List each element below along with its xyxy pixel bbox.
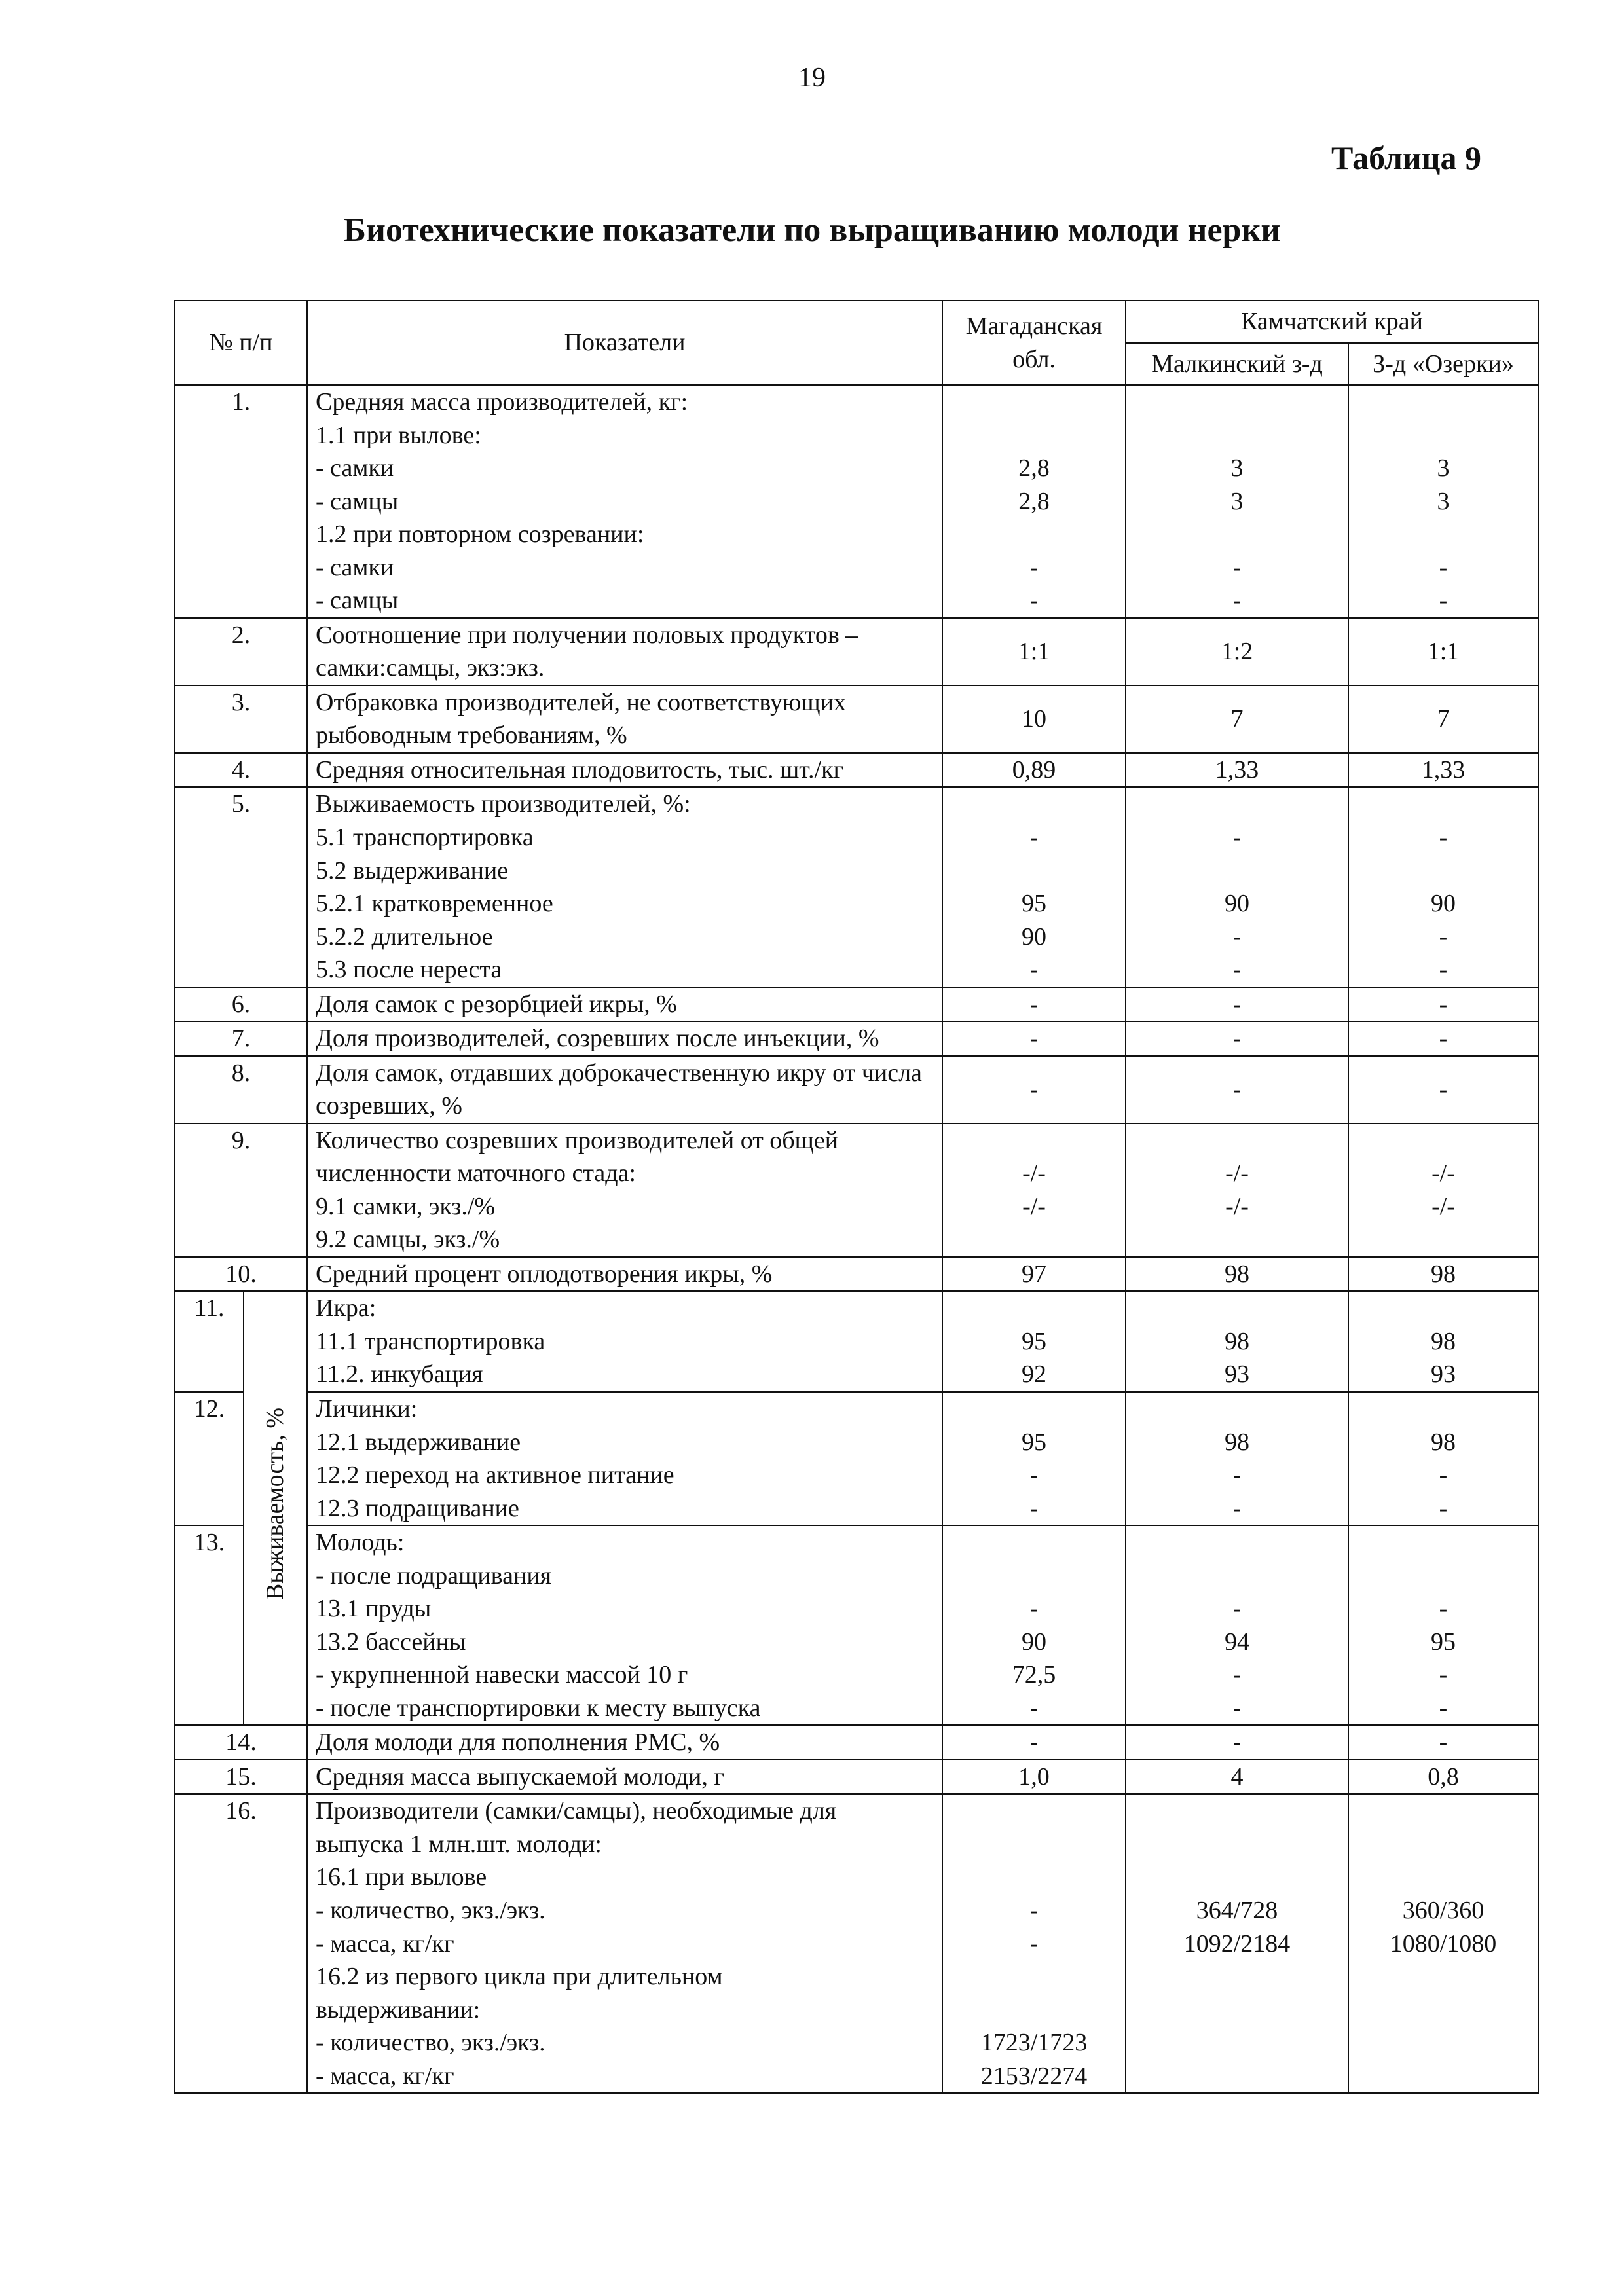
table-row: [175, 1291, 1538, 1392]
magadan-value-line: 72,5: [1012, 1661, 1056, 1689]
magadan-value-line: -: [1029, 1896, 1039, 1924]
ozerki-value-line: [1357, 1795, 1530, 1828]
malkinsky-value-line: 98: [1225, 1428, 1249, 1456]
magadan-value-line: 1723/1723: [980, 2029, 1088, 2057]
magadan-value-line: -: [1029, 1461, 1039, 1489]
malkinsky-value: [1126, 1392, 1348, 1525]
malkinsky-value-line: [1134, 1292, 1340, 1325]
malkinsky-value-line: [1134, 1960, 1340, 1994]
magadan-value: [942, 787, 1126, 987]
row-number: 2.: [175, 618, 307, 685]
ozerki-value: -: [1348, 1056, 1538, 1123]
magadan-value: [942, 385, 1126, 618]
ozerki-value-line: [1357, 518, 1530, 551]
malkinsky-value-line: -/-: [1225, 1159, 1249, 1188]
malkinsky-value: -: [1126, 987, 1348, 1022]
row-number: 8.: [175, 1056, 307, 1123]
magadan-value: -: [942, 1725, 1126, 1760]
indicator-cell-line: Выживаемость производителей, %:: [316, 790, 691, 818]
row-number: 14.: [175, 1725, 307, 1760]
indicator-cell-line: - масса, кг/кг: [316, 1929, 454, 1958]
row-number: 7.: [175, 1021, 307, 1056]
ozerki-value-line: [1357, 386, 1530, 419]
row-number: 9.: [175, 1123, 307, 1257]
malkinsky-value-line: [1134, 1828, 1340, 1861]
page-number: 19: [798, 63, 826, 93]
indicator-cell-line: 1.1 при вылове:: [316, 421, 481, 449]
malkinsky-value-line: 1092/2184: [1183, 1929, 1291, 1958]
indicator-cell: Доля самок, отдавших доброкачественную икру от числа созревших, %: [307, 1056, 942, 1123]
ozerki-value-line: 360/360: [1402, 1896, 1485, 1924]
ozerki-value: 1,33: [1348, 753, 1538, 788]
row-number: 12.: [175, 1392, 244, 1525]
indicator-cell-line: - самки: [316, 454, 394, 483]
malkinsky-value-line: [1134, 2026, 1340, 2060]
magadan-value-line: [951, 386, 1117, 419]
ozerki-value-line: -/-: [1431, 1192, 1455, 1220]
ozerki-value-line: 98: [1431, 1428, 1456, 1456]
ozerki-value: 98: [1348, 1257, 1538, 1292]
ozerki-value-line: -: [1439, 553, 1448, 581]
ozerki-value-line: [1357, 788, 1530, 821]
ozerki-value: [1348, 787, 1538, 987]
magadan-value: [942, 1794, 1126, 2093]
malkinsky-value-line: -: [1232, 1661, 1242, 1689]
malkinsky-value: 98: [1126, 1257, 1348, 1292]
magadan-value-line: -: [1029, 587, 1039, 615]
indicator-cell-line: 11.1 транспортировка: [316, 1327, 545, 1355]
malkinsky-value-line: [1134, 788, 1340, 821]
ozerki-value-line: -: [1439, 1595, 1448, 1623]
magadan-value-line: [951, 854, 1117, 888]
indicator-cell-line: Икра:: [316, 1294, 377, 1322]
malkinsky-value-line: -: [1232, 587, 1242, 615]
magadan-value-line: -: [1029, 956, 1039, 984]
indicator-cell-line: 1.2 при повторном созревании:: [316, 520, 644, 549]
indicator-cell-line: 5.1 транспортировка: [316, 823, 534, 851]
ozerki-value: -: [1348, 1021, 1538, 1056]
ozerki-value-line: -: [1439, 1694, 1448, 1722]
table-row: [175, 1257, 1538, 1292]
header-magadan: Магаданская обл.: [942, 301, 1126, 385]
malkinsky-value-line: 364/728: [1196, 1896, 1278, 1924]
indicator-cell-line: - укрупненной навески массой 10 г: [316, 1661, 688, 1689]
ozerki-value-line: -: [1439, 922, 1448, 951]
magadan-value: 0,89: [942, 753, 1126, 788]
magadan-value: [942, 1123, 1126, 1257]
table-title: Биотехнические показатели по выращиванию молоди нерки: [343, 211, 1281, 249]
malkinsky-value-line: [1134, 1861, 1340, 1894]
ozerki-value-line: 95: [1431, 1628, 1456, 1656]
magadan-value: [942, 1392, 1126, 1525]
magadan-value-line: -/-: [1022, 1192, 1046, 1220]
indicator-cell-line: - количество, экз./экз.: [316, 2029, 545, 2057]
malkinsky-value-line: -: [1232, 956, 1242, 984]
row-number: 5.: [175, 787, 307, 987]
malkinsky-value-line: [1134, 1994, 1340, 2027]
malkinsky-value: 7: [1126, 685, 1348, 753]
malkinsky-value-line: -: [1232, 1694, 1242, 1722]
magadan-value-line: -: [1029, 553, 1039, 581]
table-row: [175, 1021, 1538, 1056]
ozerki-value: 7: [1348, 685, 1538, 753]
table-label: Таблица 9: [1331, 139, 1481, 176]
magadan-value: [942, 1525, 1126, 1725]
magadan-value-line: -: [1029, 1929, 1039, 1958]
magadan-value-line: 90: [1022, 1628, 1046, 1656]
row-number: 4.: [175, 753, 307, 788]
ozerki-value: [1348, 1123, 1538, 1257]
ozerki-value-line: [1357, 2026, 1530, 2060]
magadan-value: 97: [942, 1257, 1126, 1292]
indicator-cell: Средняя относительная плодовитость, тыс. шт./кг: [307, 753, 942, 788]
indicator-cell-line: 11.2. инкубация: [316, 1360, 483, 1389]
magadan-value-line: 95: [1022, 1327, 1046, 1355]
indicator-cell: [307, 787, 942, 987]
indicator-cell-line: 12.2 переход на активное питание: [316, 1461, 674, 1489]
malkinsky-value-line: [1134, 1559, 1340, 1593]
indicator-cell: [307, 385, 942, 618]
indicator-cell-line: 5.2 выдерживание: [316, 856, 509, 884]
magadan-value-line: 2153/2274: [980, 2062, 1088, 2090]
indicator-cell: Средняя масса выпускаемой молоди, г: [307, 1760, 942, 1795]
header-num: № п/п: [175, 301, 307, 385]
table-row: [175, 1392, 1538, 1525]
survival-group-label: [244, 1291, 307, 1725]
malkinsky-value: [1126, 1291, 1348, 1392]
magadan-value: -: [942, 1056, 1126, 1123]
ozerki-value-line: [1357, 1960, 1530, 1994]
indicator-cell-line: 9.2 самцы, экз./%: [316, 1226, 500, 1254]
indicator-cell-line: 16.2 из первого цикла при длительном: [316, 1963, 723, 1991]
indicator-cell-line: 13.2 бассейны: [316, 1628, 466, 1656]
malkinsky-value: -: [1126, 1725, 1348, 1760]
magadan-value-line: -: [1029, 1595, 1039, 1623]
indicator-cell-line: - после транспортировки к месту выпуска: [316, 1694, 761, 1722]
table-row: [175, 753, 1538, 788]
table-row: [175, 385, 1538, 618]
indicator-cell-line: - после подращивания: [316, 1561, 552, 1590]
indicator-cell: Средний процент оплодотворения икры, %: [307, 1257, 942, 1292]
malkinsky-value: 4: [1126, 1760, 1348, 1795]
malkinsky-value-line: 3: [1230, 454, 1244, 483]
row-number: 15.: [175, 1760, 307, 1795]
indicator-cell-line: 5.2.1 кратковременное: [316, 890, 553, 918]
survival-label-text: Выживаемость, %: [261, 1408, 289, 1601]
magadan-value-line: [951, 1795, 1117, 1828]
ozerki-value-line: 3: [1437, 454, 1450, 483]
magadan-value: 1,0: [942, 1760, 1126, 1795]
indicator-cell: Отбраковка производителей, не соответствующих рыбоводным требованиям, %: [307, 685, 942, 753]
malkinsky-value: [1126, 1794, 1348, 2093]
ozerki-value-line: -: [1439, 956, 1448, 984]
magadan-value-line: -: [1029, 1494, 1039, 1522]
ozerki-value-line: 90: [1431, 890, 1456, 918]
malkinsky-value-line: 94: [1225, 1628, 1249, 1656]
row-number: 10.: [175, 1257, 307, 1292]
header-malkinsky: Малкинский з-д: [1126, 343, 1348, 386]
magadan-value-line: [951, 1960, 1117, 1994]
indicator-cell-line: Молодь:: [316, 1529, 405, 1557]
malkinsky-value-line: -: [1232, 1595, 1242, 1623]
ozerki-value-line: -/-: [1431, 1159, 1455, 1188]
magadan-value: -: [942, 987, 1126, 1022]
ozerki-value-line: -: [1439, 1661, 1448, 1689]
magadan-value-line: [951, 1292, 1117, 1325]
malkinsky-value: [1126, 787, 1348, 987]
magadan-value-line: 90: [1022, 922, 1046, 951]
magadan-value-line: [951, 1828, 1117, 1861]
indicator-cell-line: Средняя масса производителей, кг:: [316, 388, 688, 416]
magadan-value-line: 2,8: [1018, 487, 1050, 515]
magadan-value-line: [951, 1861, 1117, 1894]
magadan-value-line: -/-: [1022, 1159, 1046, 1188]
indicator-cell-line: 12.1 выдерживание: [316, 1428, 521, 1456]
magadan-value: [942, 1291, 1126, 1392]
indicator-cell-line: - самки: [316, 553, 394, 581]
malkinsky-value: -: [1126, 1021, 1348, 1056]
table-row: [175, 1725, 1538, 1760]
indicator-cell: [307, 1291, 942, 1392]
header-indicator: Показатели: [307, 301, 942, 385]
magadan-value-line: 2,8: [1018, 454, 1050, 483]
header-ozerki: З-д «Озерки»: [1348, 343, 1538, 386]
table-row: [175, 1056, 1538, 1123]
magadan-value-line: -: [1029, 1694, 1039, 1722]
ozerki-value: [1348, 385, 1538, 618]
indicator-cell-line: - количество, экз./экз.: [316, 1896, 545, 1924]
ozerki-value-line: -: [1439, 823, 1448, 851]
indicator-cell-line: 5.3 после нереста: [316, 956, 502, 984]
indicator-cell: Доля производителей, созревших после инъекции, %: [307, 1021, 942, 1056]
malkinsky-value-line: [1134, 854, 1340, 888]
ozerki-value-line: -: [1439, 587, 1448, 615]
indicator-cell-line: - самцы: [316, 587, 399, 615]
table-row: [175, 1123, 1538, 1257]
indicator-cell-line: Личинки:: [316, 1395, 418, 1423]
ozerki-value-line: -: [1439, 1461, 1448, 1489]
malkinsky-value-line: 90: [1225, 890, 1249, 918]
ozerki-value-line: 1080/1080: [1390, 1929, 1497, 1958]
indicator-cell: [307, 1525, 942, 1725]
ozerki-value-line: [1357, 1559, 1530, 1593]
ozerki-value: [1348, 1525, 1538, 1725]
ozerki-value-line: [1357, 1861, 1530, 1894]
malkinsky-value-line: -: [1232, 1494, 1242, 1522]
ozerki-value-line: [1357, 1828, 1530, 1861]
indicator-cell-line: 9.1 самки, экз./%: [316, 1192, 496, 1220]
indicator-cell-line: выдерживании:: [316, 1995, 481, 2024]
malkinsky-value-line: [1134, 518, 1340, 551]
ozerki-value: [1348, 1794, 1538, 2093]
ozerki-value-line: [1357, 1292, 1530, 1325]
table-row: [175, 685, 1538, 753]
indicator-cell: Доля молоди для пополнения РМС, %: [307, 1725, 942, 1760]
ozerki-value-line: [1357, 419, 1530, 452]
malkinsky-value-line: 3: [1230, 487, 1244, 515]
indicator-cell-line: Количество созревших производителей от общей численности маточного стада:: [316, 1126, 839, 1188]
magadan-value-line: [951, 788, 1117, 821]
indicator-cell-line: 5.2.2 длительное: [316, 922, 493, 951]
row-number: 16.: [175, 1794, 307, 2093]
ozerki-value: [1348, 1392, 1538, 1525]
row-number: 13.: [175, 1525, 244, 1725]
magadan-value-line: [951, 1124, 1117, 1157]
table-row: [175, 1525, 1538, 1725]
indicator-cell-line: 13.1 пруды: [316, 1595, 432, 1623]
indicator-cell: Доля самок с резорбцией икры, %: [307, 987, 942, 1022]
malkinsky-value: [1126, 385, 1348, 618]
magadan-value-line: [951, 419, 1117, 452]
indicator-cell-line: 16.1 при вылове: [316, 1863, 487, 1891]
magadan-value-line: 95: [1022, 890, 1046, 918]
magadan-value-line: -: [1029, 823, 1039, 851]
ozerki-value-line: 93: [1431, 1360, 1456, 1389]
magadan-value: 10: [942, 685, 1126, 753]
malkinsky-value: 1:2: [1126, 618, 1348, 685]
indicator-cell-line: - самцы: [316, 487, 399, 515]
ozerki-value: 1:1: [1348, 618, 1538, 685]
malkinsky-value-line: -: [1232, 553, 1242, 581]
malkinsky-value-line: [1134, 1795, 1340, 1828]
ozerki-value-line: [1357, 1526, 1530, 1559]
magadan-value: 1:1: [942, 618, 1126, 685]
magadan-value-line: [951, 1393, 1117, 1426]
malkinsky-value-line: [1134, 386, 1340, 419]
malkinsky-value-line: -: [1232, 823, 1242, 851]
malkinsky-value-line: [1134, 1124, 1340, 1157]
indicator-cell-line: - масса, кг/кг: [316, 2062, 454, 2090]
malkinsky-value: -: [1126, 1056, 1348, 1123]
ozerki-value-line: [1357, 1994, 1530, 2027]
magadan-value-line: [951, 1559, 1117, 1593]
ozerki-value-line: 98: [1431, 1327, 1456, 1355]
malkinsky-value-line: [1134, 2060, 1340, 2093]
header-kamchatka: Камчатский край: [1126, 301, 1538, 343]
malkinsky-value-line: -: [1232, 1461, 1242, 1489]
magadan-value-line: [951, 1994, 1117, 2027]
ozerki-value-line: [1357, 854, 1530, 888]
ozerki-value-line: [1357, 2060, 1530, 2093]
ozerki-value: -: [1348, 1725, 1538, 1760]
row-number: 1.: [175, 385, 307, 618]
ozerki-value-line: [1357, 1393, 1530, 1426]
ozerki-value-line: 3: [1437, 487, 1450, 515]
malkinsky-value-line: [1134, 1393, 1340, 1426]
malkinsky-value-line: [1134, 419, 1340, 452]
indicator-cell: [307, 1392, 942, 1525]
indicator-cell-line: 12.3 подращивание: [316, 1494, 519, 1522]
indicator-cell-line: выпуска 1 млн.шт. молоди:: [316, 1830, 602, 1858]
indicators-table: [174, 300, 1539, 2094]
indicator-cell: [307, 1123, 942, 1257]
indicator-cell-line: Производители (самки/самцы), необходимые для: [316, 1797, 837, 1825]
ozerki-value-line: [1357, 1124, 1530, 1157]
malkinsky-value: 1,33: [1126, 753, 1348, 788]
magadan-value-line: [951, 1526, 1117, 1559]
ozerki-value: [1348, 1291, 1538, 1392]
malkinsky-value-line: [1134, 1526, 1340, 1559]
malkinsky-value-line: -/-: [1225, 1192, 1249, 1220]
table-row: [175, 987, 1538, 1022]
malkinsky-value-line: -: [1232, 922, 1242, 951]
ozerki-value-line: -: [1439, 1494, 1448, 1522]
ozerki-value: -: [1348, 987, 1538, 1022]
ozerki-value: 0,8: [1348, 1760, 1538, 1795]
malkinsky-value: [1126, 1525, 1348, 1725]
table-row: [175, 618, 1538, 685]
magadan-value: -: [942, 1021, 1126, 1056]
row-number: 11.: [175, 1291, 244, 1392]
magadan-value-line: 92: [1022, 1360, 1046, 1389]
table-row: [175, 1794, 1538, 2093]
malkinsky-value-line: 93: [1225, 1360, 1249, 1389]
row-number: 6.: [175, 987, 307, 1022]
indicator-cell: [307, 1794, 942, 2093]
malkinsky-value-line: 98: [1225, 1327, 1249, 1355]
malkinsky-value: [1126, 1123, 1348, 1257]
magadan-value-line: [951, 518, 1117, 551]
table-row: [175, 787, 1538, 987]
table-row: [175, 1760, 1538, 1795]
indicator-cell: Соотношение при получении половых продуктов – самки:самцы, экз:экз.: [307, 618, 942, 685]
row-number: 3.: [175, 685, 307, 753]
magadan-value-line: 95: [1022, 1428, 1046, 1456]
